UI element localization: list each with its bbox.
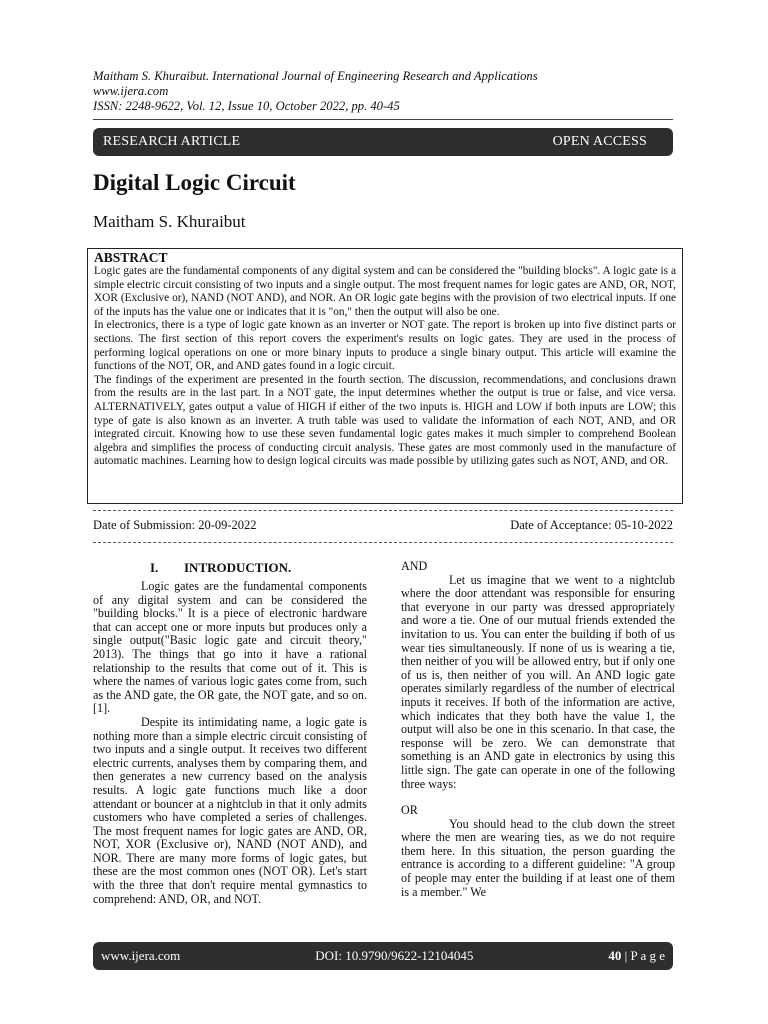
section-heading	[150, 560, 367, 575]
footer-doi[interactable]: DOI: 10.9790/9622-12104045	[315, 948, 474, 963]
abstract-heading: ABSTRACT	[94, 250, 168, 265]
section-title: INTRODUCTION.	[184, 560, 292, 575]
page-separator: |	[624, 948, 628, 963]
paper-title: Digital Logic Circuit	[93, 170, 296, 195]
abstract-paragraph: In electronics, there is a type of logic gate known as an inverter or NOT gate. The report is broken up into five distinct parts or sections. The first section of this report covers the experiment's results on logic gates. They are used in the process of performing logical operations on one or more binary inputs to produce a single binary output. This article will examine the functions of the NOT, OR, and AND gates found in a logic circuit.	[94, 319, 676, 373]
paper-author: Maitham S. Khuraibut	[93, 212, 246, 231]
research-article-label: RESEARCH ARTICLE	[103, 134, 241, 149]
page-number: 40	[608, 948, 622, 963]
submission-date: Date of Submission: 20-09-2022	[93, 518, 257, 532]
article-type-banner	[93, 128, 673, 156]
dates-row	[93, 518, 673, 533]
body-paragraph: Despite its intimidating name, a logic gate is nothing more than a simple electric circuit consisting of two inputs and a single output. It receives two different electric currents, analyses them by comparing them, and then generates a new currency based on the analysis results. A logic gate functions much like a door attendant or bouncer at a nightclub in that it only admits customers who have completed a series of challenges. The most frequent names for logic gates are AND, OR, NOT, XOR (Exclusive or), NAND (NOT AND), and NOR. There are many more forms of logic gates, but these are the most common ones (NOT OR). Let's start with the three that don't require mental gymnastics to comprehend: AND, OR, and NOT.	[93, 714, 367, 906]
footer-page	[608, 948, 665, 964]
right-column	[401, 560, 675, 899]
page-word: P a g e	[630, 948, 665, 963]
section-number: I.	[150, 560, 159, 575]
body-paragraph: Let us imagine that we went to a nightclub where the door attendant was responsible for ensuring that everyone in our party was dressed appropriately and wore a tie. One of our mutual friends extended the invitation to us. You can enter the building if both of us wear ties simultaneously. If none of us is wearing a tie, then neither of you will be allowed entry, but if only one of us is, then neither of you will. An AND logic gate operates similarly regardless of the number of electrical inputs it receives. If both of the information are active, which indicates that they both have the value 1, the output will also be one in this scenario. In that case, the response will be zero. We can demonstrate that something is an AND gate in electronics by using this little sign. The gate can operate in one of the following three ways:	[401, 572, 675, 791]
header-rule	[93, 119, 673, 120]
journal-issn: ISSN: 2248-9622, Vol. 12, Issue 10, October 2022, pp. 40-45	[93, 99, 400, 113]
journal-website[interactable]: www.ijera.com	[93, 84, 169, 98]
body-paragraph: You should head to the club down the street where the men are wearing ties, as we do not require them here. In this situation, the person guarding the entrance is according to a different guideline: "A group of people may enter the building if at least one of them is a member." We	[401, 816, 675, 899]
open-access-label: OPEN ACCESS	[552, 134, 647, 149]
or-label: OR	[401, 803, 418, 818]
page-footer	[93, 942, 673, 970]
body-paragraph: Logic gates are the fundamental components of any digital system and can be considered the "building blocks." It is a piece of electronic hardware that can accept one or more inputs but produces only a single output("Basic logic gate and circuit theory," 2013). The things that go into it have a rational relationship to the results that come out of it. This is where the names of various logic gates come from, such as the AND gate, the OR gate, the NOT gate, and so on. [1].	[93, 579, 367, 716]
dashed-divider	[93, 510, 673, 511]
dashed-divider	[93, 542, 673, 543]
journal-citation: Maitham S. Khuraibut. International Journal of Engineering Research and Applications	[93, 69, 538, 83]
acceptance-date: Date of Acceptance: 05-10-2022	[510, 518, 673, 532]
footer-website[interactable]: www.ijera.com	[101, 948, 181, 963]
left-column	[93, 560, 367, 906]
and-label: AND	[401, 559, 428, 573]
abstract-paragraph: The findings of the experiment are presented in the fourth section. The discussion, recommendations, and conclusions drawn from the results are in the last part. In a NOT gate, the input determines whether the output is true or false, and vice versa. ALTERNATIVELY, gates output a value of HIGH if either of the two inputs is. HIGH and LOW if both inputs are LOW; this type of gate is also known as an inverter. A truth table was used to validate the information of each NOT, AND, and OR integrated circuit. Knowing how to use these seven fundamental logic gates makes it much simpler to comprehend Boolean algebra and simplifies the process of conducting circuit analysis. These gates are most commonly used in the manufacture of automatic machines. Learning how to design logical circuits was made possible by utilizing gates such as NOT, AND, and OR.	[94, 373, 676, 468]
abstract-box	[87, 248, 683, 504]
abstract-paragraph: Logic gates are the fundamental components of any digital system and can be considered the "building blocks". A logic gate is a simple electric circuit consisting of two inputs and a single output. The most frequent names for logic gates are AND, OR, NOT, XOR (Exclusive or), NAND (NOT AND), and NOR. An OR logic gate begins with the provision of two electrical inputs. If one of the inputs has the value one or indicates that it is "on," then the output will also be one.	[94, 265, 676, 318]
